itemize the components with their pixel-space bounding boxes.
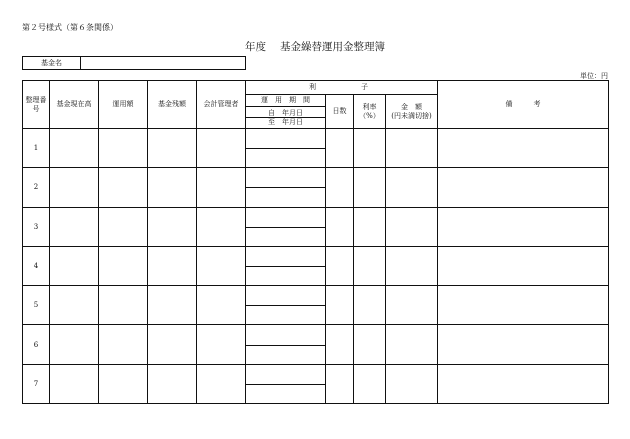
cell-fund-balance[interactable] [50,207,99,246]
cell-manager[interactable] [197,246,246,285]
table-row [23,325,609,364]
cell-remaining[interactable] [148,168,197,207]
page-title [0,39,630,54]
cell-remarks[interactable] [438,207,609,246]
cell-amount-used[interactable] [99,168,148,207]
ledger-table [22,80,609,404]
fund-name-label: 基金名 [23,57,81,69]
cell-fund-balance[interactable] [50,364,99,403]
cell-period[interactable] [246,129,326,168]
cell-amount-used[interactable] [99,246,148,285]
cell-manager[interactable] [197,325,246,364]
cell-fund-balance[interactable] [50,168,99,207]
cell-period[interactable] [246,364,326,403]
cell-manager[interactable] [197,207,246,246]
cell-remaining[interactable] [148,325,197,364]
cell-days[interactable] [326,325,354,364]
cell-remarks[interactable] [438,286,609,325]
cell-amount[interactable] [386,364,438,403]
cell-rate[interactable] [354,325,386,364]
table-row [23,207,609,246]
header-period-to: 至 年月日 [268,118,303,126]
row-number: 1 [23,129,50,168]
cell-period[interactable] [246,246,326,285]
header-days: 日数 [326,95,354,129]
header-remaining: 基金残額 [148,81,197,129]
cell-amount-used[interactable] [99,207,148,246]
cell-amount-used[interactable] [99,129,148,168]
cell-days[interactable] [326,364,354,403]
header-rate: 利率（%） [354,95,386,129]
cell-manager[interactable] [197,364,246,403]
row-number: 5 [23,286,50,325]
header-fund-balance: 基金現在高 [50,81,99,129]
cell-period[interactable] [246,168,326,207]
cell-fund-balance[interactable] [50,325,99,364]
fund-name-box [22,56,246,70]
cell-fund-balance[interactable] [50,129,99,168]
cell-days[interactable] [326,129,354,168]
fund-name-field[interactable] [81,57,245,69]
cell-remaining[interactable] [148,207,197,246]
cell-fund-balance[interactable] [50,286,99,325]
cell-period[interactable] [246,325,326,364]
header-remarks: 備 考 [438,81,609,129]
table-row [23,286,609,325]
cell-manager[interactable] [197,168,246,207]
cell-days[interactable] [326,286,354,325]
cell-amount[interactable] [386,325,438,364]
cell-rate[interactable] [354,207,386,246]
cell-rate[interactable] [354,168,386,207]
cell-remarks[interactable] [438,168,609,207]
row-number: 6 [23,325,50,364]
unit-label: 単位：円 [580,72,608,80]
cell-manager[interactable] [197,129,246,168]
table-row [23,246,609,285]
header-period: 運 用 期 間 [246,95,326,107]
table-row [23,364,609,403]
cell-amount-used[interactable] [99,364,148,403]
header-period-from: 自 年月日 [246,109,325,118]
cell-days[interactable] [326,246,354,285]
cell-remaining[interactable] [148,364,197,403]
header-amount [386,95,438,129]
cell-remarks[interactable] [438,364,609,403]
header-interest: 利 子 [246,81,438,95]
table-row [23,168,609,207]
cell-period[interactable] [246,286,326,325]
row-number: 7 [23,364,50,403]
row-number: 4 [23,246,50,285]
header-amount-used: 運用額 [99,81,148,129]
cell-remaining[interactable] [148,246,197,285]
title-fiscal-year: 年度 [245,41,266,53]
cell-rate[interactable] [354,246,386,285]
cell-rate[interactable] [354,129,386,168]
form-number: 第２号様式（第６条関係） [22,23,118,32]
cell-remarks[interactable] [438,246,609,285]
cell-rate[interactable] [354,286,386,325]
table-row [23,129,609,168]
cell-period[interactable] [246,207,326,246]
cell-days[interactable] [326,168,354,207]
cell-remaining[interactable] [148,286,197,325]
cell-days[interactable] [326,207,354,246]
row-number: 2 [23,168,50,207]
row-number: 3 [23,207,50,246]
cell-remarks[interactable] [438,325,609,364]
header-number: 整理番号 [23,81,50,129]
cell-manager[interactable] [197,286,246,325]
header-period-from-to [246,107,326,129]
cell-remaining[interactable] [148,129,197,168]
cell-amount[interactable] [386,207,438,246]
cell-fund-balance[interactable] [50,246,99,285]
cell-remarks[interactable] [438,129,609,168]
cell-amount-used[interactable] [99,286,148,325]
cell-amount[interactable] [386,246,438,285]
header-amount-label: 金 額 [401,103,422,112]
cell-amount[interactable] [386,286,438,325]
cell-amount[interactable] [386,168,438,207]
header-amount-note: (円未満切捨) [391,111,432,120]
header-manager: 会計管理者 [197,81,246,129]
cell-amount-used[interactable] [99,325,148,364]
cell-rate[interactable] [354,364,386,403]
title-ledger-name: 基金繰替運用金整理簿 [280,41,385,53]
cell-amount[interactable] [386,129,438,168]
